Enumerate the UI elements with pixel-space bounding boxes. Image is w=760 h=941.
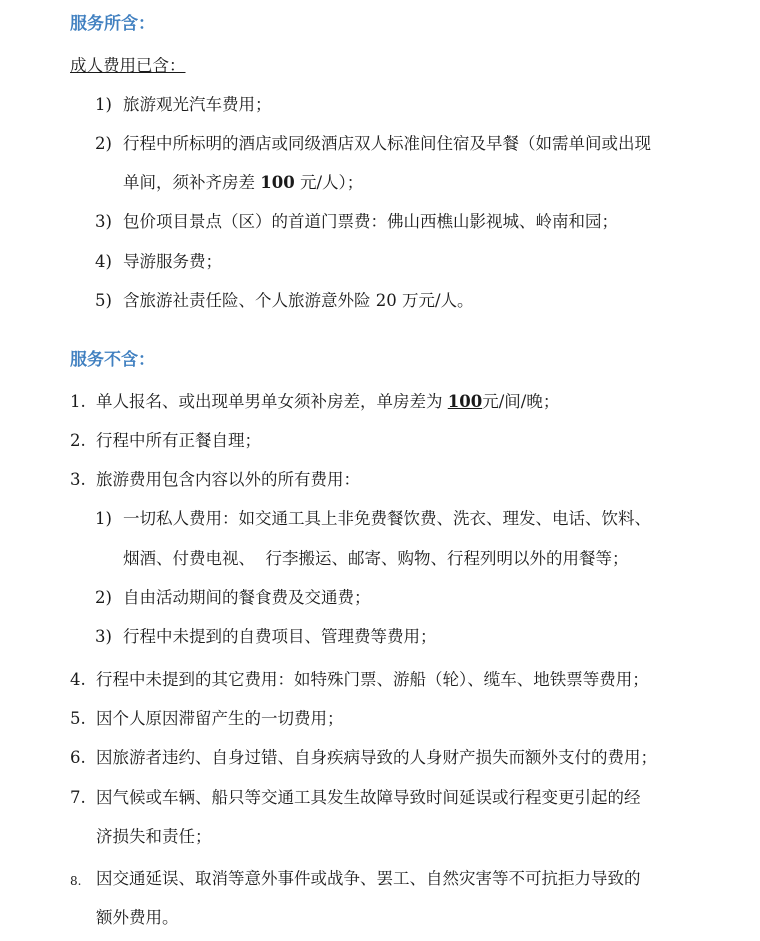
- included-item-2-room-diff: 100: [260, 173, 295, 192]
- excluded-item-4-text: 行程中未提到的其它费用：如特殊门票、游船（轮）、缆车、地铁票等费用；: [96, 670, 649, 689]
- excluded-sub-item-2-num: 2): [95, 588, 112, 607]
- excluded-item-2-text: 行程中所有正餐自理；: [96, 431, 261, 450]
- included-item-2-line2-pre: 单间，须补齐房差: [123, 173, 261, 192]
- excluded-item-1-num: 1.: [70, 392, 86, 411]
- excluded-item-2-num: 2.: [70, 431, 86, 450]
- excluded-item-8-num: 8.: [70, 874, 82, 888]
- excluded-item-8-line1: 因交通延误、取消等意外事件或战争、罢工、自然灾害等不可抗拒力导致的: [96, 869, 641, 888]
- excluded-sub-item-3-text: 行程中未提到的自费项目、管理费等费用；: [123, 627, 437, 646]
- excluded-item-1-text: [96, 391, 559, 413]
- excluded-item-6-num: 6.: [70, 748, 86, 767]
- excluded-sub-item-1-line1: 一切私人费用：如交通工具上非免费餐饮费、洗衣、理发、电话、饮料、: [123, 509, 651, 528]
- excluded-item-7-line2: 济损失和责任；: [96, 827, 212, 846]
- excluded-sub-item-1-line2: 烟酒、付费电视、 行李搬运、邮寄、购物、行程列明以外的用餐等；: [123, 549, 629, 568]
- included-item-5-text: 含旅游社责任险、个人旅游意外险 20 万元/人。: [123, 291, 474, 310]
- included-item-2-line1: 行程中所标明的酒店或同级酒店双人标准间住宿及早餐（如需单间或出现: [123, 134, 651, 153]
- excluded-sub-item-2-text: 自由活动期间的餐食费及交通费；: [123, 588, 371, 607]
- excluded-sub-item-3-num: 3): [95, 627, 112, 646]
- included-item-2-line2-post: 元/人）；: [294, 173, 364, 192]
- excluded-item-7-line1: 因气候或车辆、船只等交通工具发生故障导致时间延误或行程变更引起的经: [96, 788, 641, 807]
- excluded-item-1-pre: 单人报名、或出现单男单女须补房差，单房差为: [96, 392, 448, 411]
- included-item-1-text: 旅游观光汽车费用；: [123, 95, 272, 114]
- excluded-item-7-num: 7.: [70, 788, 86, 807]
- excluded-item-3-num: 3.: [70, 470, 86, 489]
- excluded-item-1-post: 元/间/晚；: [482, 392, 560, 411]
- included-subheading: 成人费用已含：: [70, 56, 186, 75]
- excluded-item-8-line2: 额外费用。: [96, 908, 179, 927]
- included-item-3-text: 包价项目景点（区）的首道门票费：佛山西樵山影视城、岭南和园；: [123, 212, 618, 231]
- excluded-item-3-text: 旅游费用包含内容以外的所有费用：: [96, 470, 360, 489]
- included-item-4-num: 4): [95, 252, 112, 271]
- excluded-item-4-num: 4.: [70, 670, 86, 689]
- excluded-item-5-num: 5.: [70, 709, 86, 728]
- included-heading: 服务所含：: [70, 14, 155, 34]
- included-item-3-num: 3): [95, 212, 112, 231]
- excluded-item-6-text: 因旅游者违约、自身过错、自身疾病导致的人身财产损失而额外支付的费用；: [96, 748, 657, 767]
- excluded-sub-item-1-num: 1): [95, 509, 112, 528]
- included-item-2-num: 2): [95, 134, 112, 153]
- included-item-5-num: 5): [95, 291, 112, 310]
- excluded-heading: 服务不含：: [70, 350, 155, 370]
- excluded-item-5-text: 因个人原因滞留产生的一切费用；: [96, 709, 344, 728]
- included-item-1-num: 1): [95, 95, 112, 114]
- included-item-4-text: 导游服务费；: [123, 252, 222, 271]
- included-item-2-line2: [123, 172, 363, 194]
- excluded-item-1-room-diff: 100: [447, 392, 483, 411]
